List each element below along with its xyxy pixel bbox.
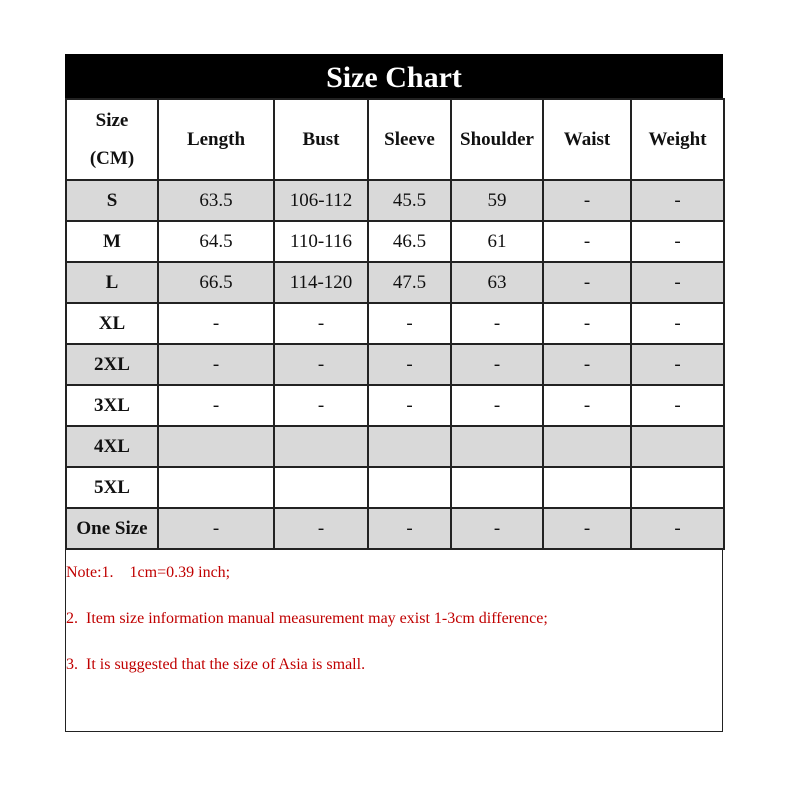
table-cell: - (368, 508, 451, 549)
table-cell: - (451, 385, 543, 426)
table-cell (158, 426, 274, 467)
size-label: One Size (66, 508, 158, 549)
table-cell: 66.5 (158, 262, 274, 303)
table-cell (631, 426, 724, 467)
note-3: 3. It is suggested that the size of Asia is small. (66, 656, 366, 673)
table-cell: - (631, 303, 724, 344)
table-cell: 45.5 (368, 180, 451, 221)
table-cell: 61 (451, 221, 543, 262)
table-cell: 114-120 (274, 262, 368, 303)
table-row (66, 262, 724, 303)
table-cell: 59 (451, 180, 543, 221)
table-row (66, 467, 724, 508)
header-size-line1: Size (95, 109, 129, 131)
table-cell: 47.5 (368, 262, 451, 303)
size-label: XL (66, 303, 158, 344)
table-cell (631, 467, 724, 508)
table-cell: - (543, 303, 631, 344)
table-cell: - (274, 344, 368, 385)
table-row (66, 426, 724, 467)
table-cell (543, 467, 631, 508)
size-label: 5XL (66, 467, 158, 508)
notes (65, 550, 723, 732)
header-shoulder: Shoulder (451, 99, 543, 180)
table-cell: - (451, 508, 543, 549)
table-cell: - (543, 508, 631, 549)
header-sleeve: Sleeve (368, 99, 451, 180)
table-cell: - (158, 344, 274, 385)
table-cell: 46.5 (368, 221, 451, 262)
chart-title: Size Chart (65, 54, 723, 98)
size-label: S (66, 180, 158, 221)
header-row (66, 99, 724, 180)
table-cell: - (274, 508, 368, 549)
table-cell: 63.5 (158, 180, 274, 221)
table-cell: - (368, 344, 451, 385)
table-cell (368, 467, 451, 508)
table-row (66, 221, 724, 262)
header-waist: Waist (543, 99, 631, 180)
table-row (66, 508, 724, 549)
table-cell: - (158, 508, 274, 549)
table-cell (451, 467, 543, 508)
table-cell: - (368, 385, 451, 426)
table-cell: - (368, 303, 451, 344)
table-row (66, 180, 724, 221)
table-cell (274, 467, 368, 508)
note-2: 2. Item size information manual measurement may exist 1-3cm difference; (66, 610, 548, 627)
size-chart (65, 54, 723, 732)
table-cell: - (451, 303, 543, 344)
table-row (66, 303, 724, 344)
table-cell (451, 426, 543, 467)
table-cell: - (543, 262, 631, 303)
header-size (66, 99, 158, 180)
table-cell: 110-116 (274, 221, 368, 262)
note-1: Note:1. 1cm=0.39 inch; (66, 564, 231, 581)
table-cell (158, 467, 274, 508)
table-cell: - (543, 385, 631, 426)
table-cell (274, 426, 368, 467)
size-table (65, 98, 725, 550)
table-cell: - (451, 344, 543, 385)
table-cell: - (543, 180, 631, 221)
header-weight: Weight (631, 99, 724, 180)
table-cell: - (631, 221, 724, 262)
header-length: Length (158, 99, 274, 180)
size-label: 3XL (66, 385, 158, 426)
table-cell: - (631, 262, 724, 303)
table-cell (368, 426, 451, 467)
table-cell: - (158, 385, 274, 426)
table-cell: 64.5 (158, 221, 274, 262)
table-cell: - (158, 303, 274, 344)
table-cell: - (274, 303, 368, 344)
size-label: L (66, 262, 158, 303)
table-cell: - (543, 344, 631, 385)
table-cell: - (274, 385, 368, 426)
table-cell (543, 426, 631, 467)
table-cell: - (631, 385, 724, 426)
table-cell: 106-112 (274, 180, 368, 221)
size-label: M (66, 221, 158, 262)
table-cell: - (631, 344, 724, 385)
table-row (66, 385, 724, 426)
header-bust: Bust (274, 99, 368, 180)
size-label: 2XL (66, 344, 158, 385)
table-row (66, 344, 724, 385)
table-cell: - (631, 508, 724, 549)
size-label: 4XL (66, 426, 158, 467)
table-cell: 63 (451, 262, 543, 303)
header-size-line2: (CM) (89, 147, 135, 169)
table-cell: - (543, 221, 631, 262)
table-cell: - (631, 180, 724, 221)
